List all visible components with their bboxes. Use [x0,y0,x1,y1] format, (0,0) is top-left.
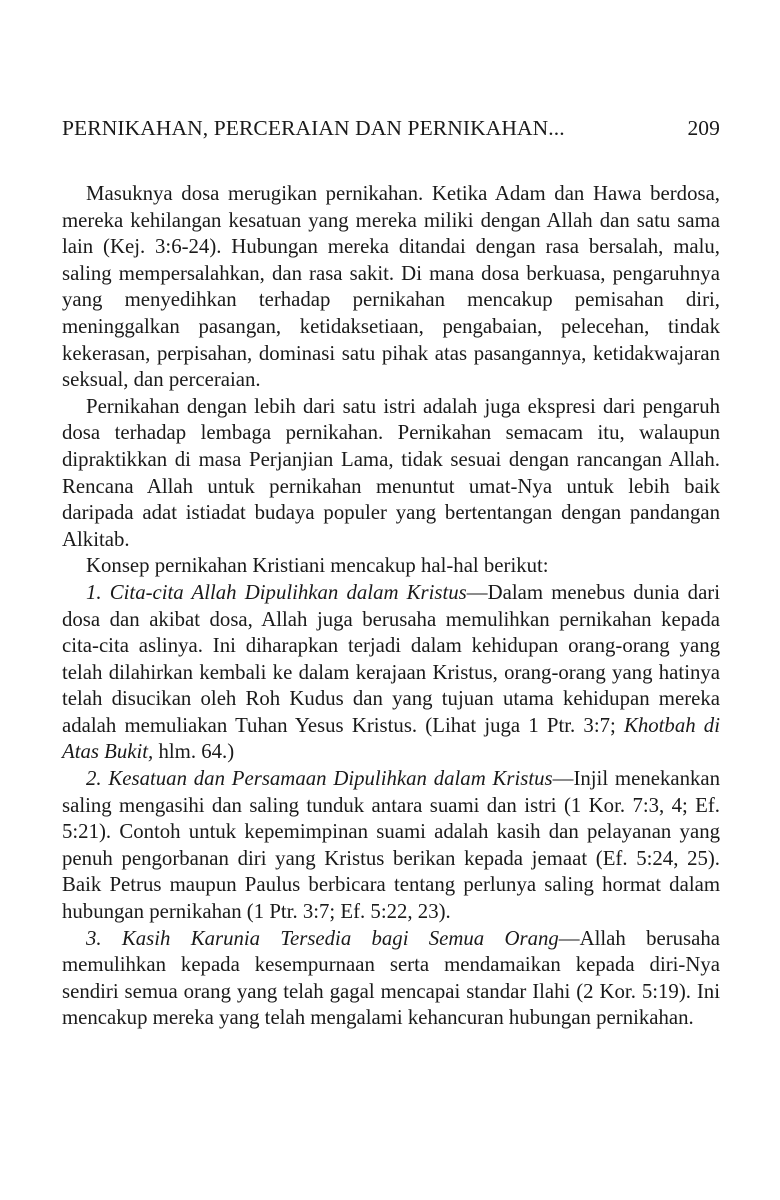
paragraph-point-3 [62,926,720,1032]
running-head-title: PERNIKAHAN, PERCERAIAN DAN PERNIKAHAN... [62,116,565,140]
point-heading: 3. Kasih Karunia Tersedia bagi Semua Orang [86,926,559,950]
paragraph-point-1 [62,580,720,766]
point-heading: 1. Cita-cita Allah Dipulihkan dalam Kristus [86,580,467,604]
paragraph-sin-effects [62,181,720,394]
page-number: 209 [687,116,720,140]
paragraph-text: —Allah berusaha memulihkan kepada kesempurnaan serta mendamaikan kepada diri-Nya sendiri semua orang yang telah gagal mencapai standar Ilahi (2 Kor. 5:19). Ini mencakup mereka yang telah mengalami kehancuran hubungan pernikahan. [62,926,720,1030]
paragraph-text: —Dalam menebus dunia dari dosa dan akibat dosa, Allah juga berusaha memulihkan pernikahan kepada cita-cita aslinya. Ini diharapkan terjadi dalam kehidupan orang-orang yang telah dilahirkan kembali ke dalam kerajaan Kristus, orang-orang yang hatinya telah disucikan oleh Roh Kudus dan yang tujuan utama kehidupan mereka adalah memuliakan Tuhan Yesus Kristus. (Lihat juga 1 Ptr. 3:7; [62,580,721,737]
paragraph-concept-intro [62,553,720,580]
paragraph-text: Konsep pernikahan Kristiani mencakup hal-hal berikut: [86,554,549,578]
paragraph-text: Masuknya dosa merugikan pernikahan. Ketika Adam dan Hawa berdosa, mereka kehilangan kesatuan yang mereka miliki dengan Allah dan satu sama lain (Kej. 3:6-24). Hubungan mereka ditandai dengan rasa bersalah, malu, saling mempersalahkan, dan rasa sakit. Di mana dosa berkuasa, pengaruhnya yang menyedihkan terhadap pernikahan mencakup pemisahan diri, meninggalkan pasangan, ketidaksetiaan, pengabaian, pelecehan, tindak kekerasan, perpisahan, dominasi satu pihak atas pasangannya, ketidakwajaran seksual, dan perceraian. [62,182,720,392]
paragraph-text: Pernikahan dengan lebih dari satu istri adalah juga ekspresi dari pengaruh dosa terhadap lembaga pernikahan. Pernikahan semacam itu, walaupun dipraktikkan di masa Perjanjian Lama, tidak sesuai dengan rancangan Allah. Rencana Allah untuk pernikahan menuntut umat-Nya untuk lebih baik daripada adat istiadat budaya populer yang bertentangan dengan pandangan Alkitab. [62,394,720,551]
reference-title: Khotbah di Atas Bukit, [62,713,720,764]
point-heading: 2. Kesatuan dan Persamaan Dipulihkan dalam Kristus [86,767,553,791]
paragraph-polygamy [62,394,720,554]
body-text [62,181,720,1032]
paragraph-tail: hlm. 64.) [153,740,235,764]
paragraph-text: —Injil menekankan saling mengasihi dan saling tunduk antara suami dan istri (1 Kor. 7:3, 4; Ef. 5:21). Contoh untuk kepemimpinan suami adalah kasih dan pelayanan yang penuh pengorbanan diri yang Kristus berikan kepada jemaat (Ef. 5:24, 25). Baik Petrus maupun Paulus berbicara tentang perlunya saling hormat dalam hubungan pernikahan (1 Ptr. 3:7; Ef. 5:22, 23). [62,767,720,924]
book-page [62,0,720,1200]
running-head [62,116,720,141]
paragraph-point-2 [62,766,720,926]
